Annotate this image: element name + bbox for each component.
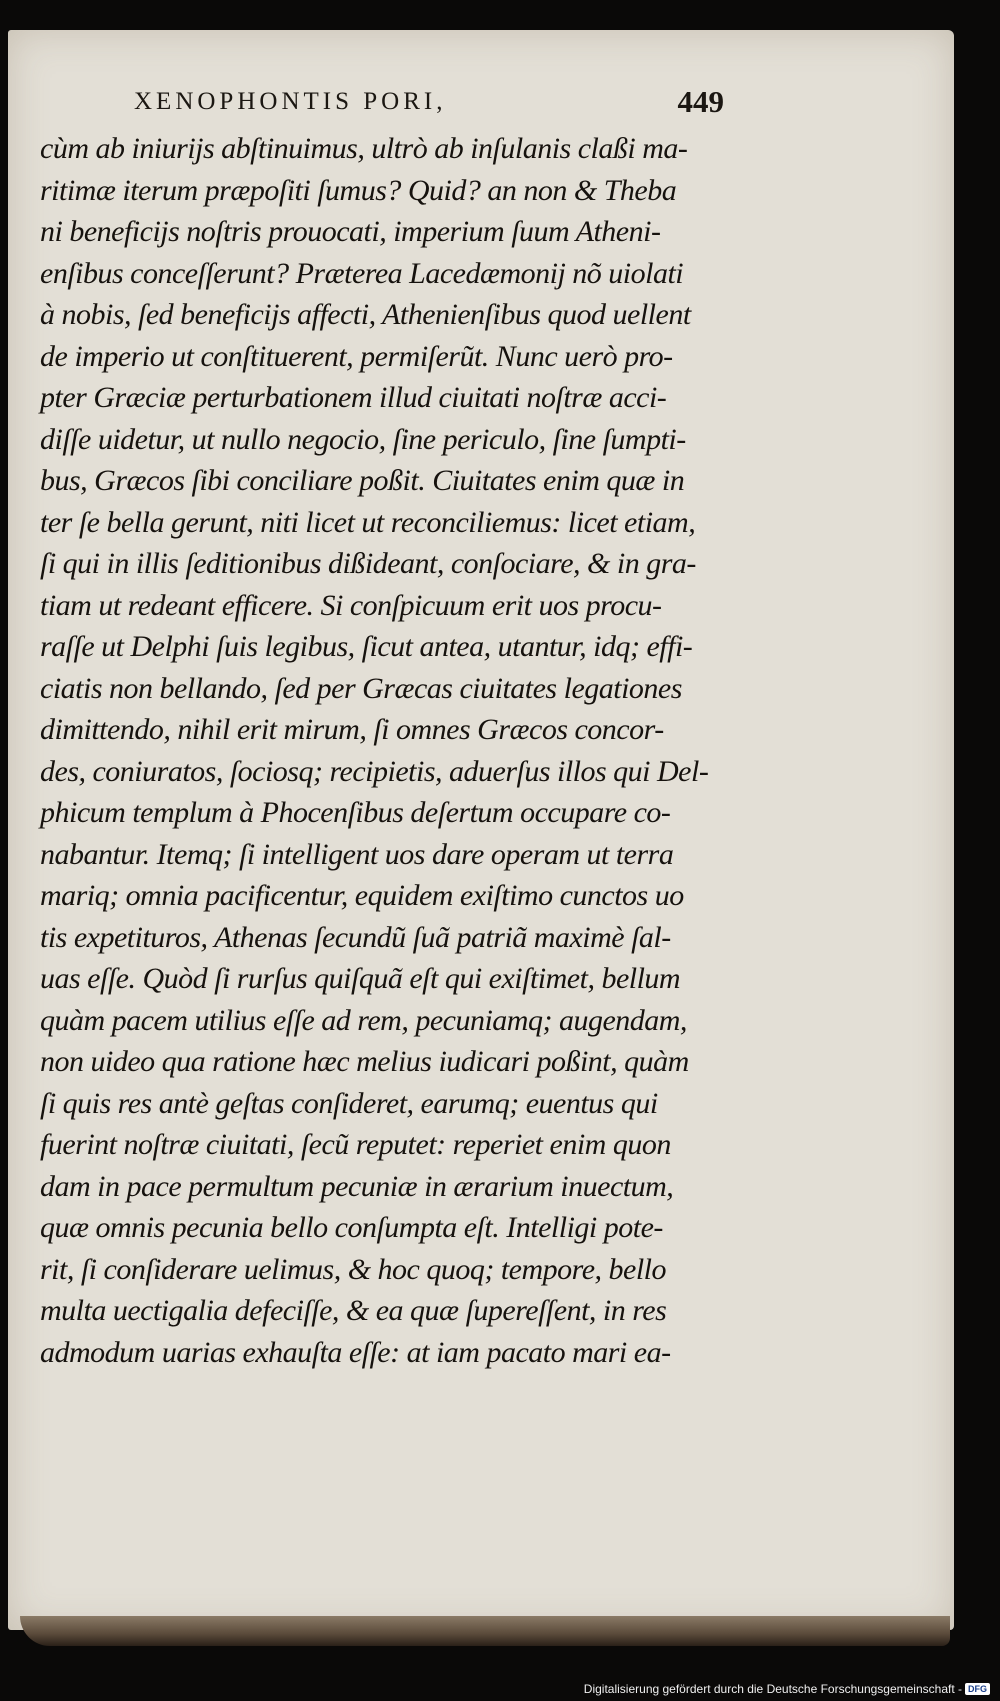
page-number: 449 [677,84,724,119]
text-line: ciatis non bellando, ſed per Græcas ciuitates legationes [40,671,682,705]
text-line: ſi quis res antè geſtas conſideret, earumq; euentus qui [40,1086,658,1120]
text-line: bus, Græcos ſibi conciliare poßit. Ciuitates enim quæ in [40,464,685,497]
text-line: ter ſe bella gerunt, niti licet ut reconciliemus: licet etiam, [40,505,696,539]
text-line: enſibus conceſſerunt? Præterea Lacedæmonij nõ uiolati [40,256,684,290]
text-line: pter Græciæ perturbationem illud ciuitati noſtræ acci- [40,381,667,414]
text-line: dimittendo, nihil erit mirum, ſi omnes Græcos concor- [40,713,664,746]
text-line: tis expetituros, Athenas ſecundũ ſuã patriã maximè ſal- [40,920,671,954]
text-line: quæ omnis pecunia bello conſumpta eſt. Intelligi pote- [40,1211,663,1244]
text-line: ſi qui in illis ſeditionibus dißideant, conſociare, & in gra- [40,547,696,580]
text-line: phicum templum à Phocenſibus deſertum occupare co- [40,796,671,829]
digitization-credit: Digitalisierung gefördert durch die Deutsche Forschungsgemeinschaft - [583,1682,962,1696]
running-head [134,82,724,122]
text-line: tiam ut redeant efficere. Si conſpicuum erit uos procu- [40,588,662,622]
text-line: admodum uarias exhauſta eſſe: at iam pacato mari ea- [40,1335,671,1369]
dfg-logo-icon: DFG [965,1683,990,1695]
text-line: rit, ſi conſiderare uelimus, & hoc quoq; tempore, bello [40,1252,667,1286]
text-line: quàm pacem utilius eſſe ad rem, pecuniamq; augendam, [40,1003,687,1037]
text-line: diſſe uidetur, ut nullo negocio, ſine periculo, ſine ſumpti- [40,422,686,456]
text-line: de imperio ut conſtituerent, permiſerũt. Nunc uerò pro- [40,339,673,373]
text-line: fuerint noſtræ ciuitati, ſecũ reputet: reperiet enim quon [40,1128,671,1161]
text-line: nabantur. Itemq; ſi intelligent uos dare operam ut terra [40,837,674,871]
page-edge [20,1616,950,1646]
text-line: dam in pace permultum pecuniæ in ærarium inuectum, [40,1169,674,1203]
text-line: non uideo qua ratione hæc melius iudicari poßint, quàm [40,1045,689,1078]
text-line: à nobis, ſed beneficijs affecti, Athenienſibus quod uellent [40,298,691,331]
text-line: ni beneficijs noſtris prouocati, imperium ſuum Atheni- [40,215,661,248]
digitization-footer [584,1679,990,1699]
running-title: XENOPHONTIS PORI, [134,88,447,115]
text-line: raſſe ut Delphi ſuis legibus, ſicut antea, utantur, idq; effi- [40,630,693,663]
text-line: ritimæ iterum præpoſiti ſumus? Quid? an non & Theba [40,173,677,207]
text-line: uas eſſe. Quòd ſi rurſus quiſquã eſt qui exiſtimet, bellum [40,962,681,995]
text-line: cùm ab iniurijs abſtinuimus, ultrò ab inſulanis claßi ma- [40,132,688,165]
text-line: des, coniuratos, ſociosq; recipietis, aduerſus illos qui Del- [40,754,709,788]
body-text [40,128,730,1373]
text-line: mariq; omnia pacificentur, equidem exiſtimo cunctos uo [40,879,684,912]
text-line: multa uectigalia defeciſſe, & ea quæ ſupereſſent, in res [40,1294,667,1327]
